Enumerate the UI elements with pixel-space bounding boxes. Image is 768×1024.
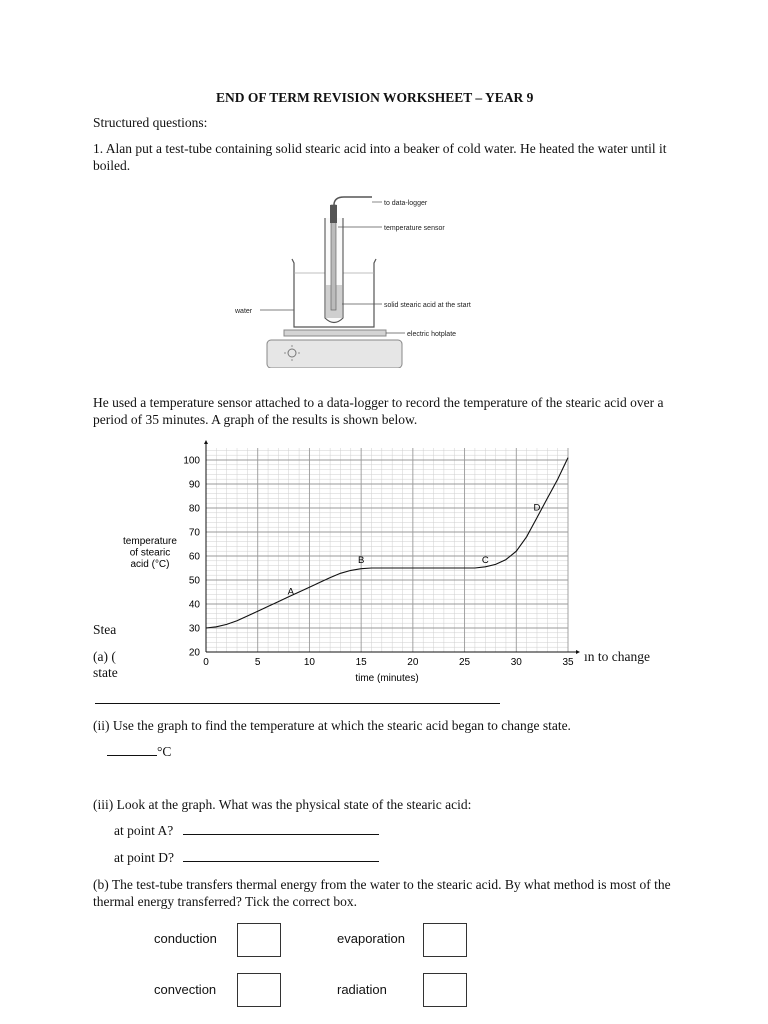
partial-text-a: (a) ( (93, 649, 116, 664)
option-label-convection: convection (154, 982, 217, 997)
y-tick-label: 90 (188, 479, 200, 491)
answer-line-a[interactable] (95, 703, 500, 704)
y-tick-label: 40 (188, 599, 200, 611)
y-axis-label-line: acid (°C) (130, 559, 170, 570)
y-tick-label: 60 (188, 551, 200, 563)
label-temperature-sensor: temperature sensor (384, 225, 445, 232)
y-tick-labels (183, 456, 200, 659)
checkbox-conduction[interactable] (237, 923, 281, 957)
x-tick-labels (203, 657, 574, 668)
apparatus-diagram (222, 193, 497, 368)
partial-text-to-change: ın to change (584, 649, 650, 664)
y-tick-label: 30 (188, 623, 200, 635)
page-title: END OF TERM REVISION WORKSHEET – YEAR 9 (216, 90, 534, 105)
question-a-iii: (iii) Look at the graph. What was the physical state of the stearic acid: (93, 797, 472, 812)
y-axis-arrow-icon (204, 440, 208, 444)
answer-line-point-d[interactable] (183, 849, 379, 862)
option-label-radiation: radiation (337, 982, 387, 997)
label-electric-hotplate: electric hotplate (407, 331, 457, 338)
point-label-b: B (357, 555, 365, 567)
hotplate-base-shape (267, 340, 402, 368)
y-axis-label-line: of stearic (129, 547, 171, 559)
graph-intro-text: He used a temperature sensor attached to a data-logger to record the temperature of the stearic acid over a period of 35 minutes. A graph of the results is shown below. (93, 395, 664, 427)
x-axis-label: time (minutes) (355, 673, 419, 684)
y-axis-label-line: temperature (123, 536, 177, 547)
point-annotations (288, 502, 541, 597)
partial-text-stea: Stea (93, 622, 117, 637)
partial-text-state: state (93, 665, 118, 680)
sensor-cable-line (334, 197, 372, 205)
question-a-ii: (ii) Use the graph to find the temperature at which the stearic acid began to change state. (93, 718, 571, 733)
point-label-c: C (481, 555, 489, 567)
y-tick-label: 70 (188, 527, 200, 539)
answer-line-point-a[interactable] (183, 822, 379, 835)
x-tick-label: 0 (203, 657, 209, 668)
label-data-logger: to data-logger (384, 200, 428, 207)
point-d-prompt: at point D? (114, 850, 174, 865)
question-1-intro: 1. Alan put a test-tube containing solid stearic acid into a beaker of cold water. He heated the water until it boiled. (93, 141, 667, 173)
y-tick-label: 20 (188, 647, 200, 659)
option-label-conduction: conduction (154, 931, 217, 946)
sensor-handle-shape (330, 205, 337, 223)
point-label-a: A (287, 586, 294, 598)
unit-degrees-c: °C (157, 744, 172, 759)
x-axis-arrow-icon (576, 650, 580, 654)
label-water: water (235, 308, 253, 315)
x-tick-label: 30 (510, 657, 522, 668)
x-tick-label: 5 (254, 657, 261, 668)
grid-minor (206, 448, 568, 652)
question-b: (b) The test-tube transfers thermal energy from the water to the stearic acid. By what method is most of the thermal energy transferred? Tick the correct box. (93, 877, 671, 909)
point-a-prompt: at point A? (114, 823, 174, 838)
y-tick-label: 50 (188, 575, 200, 587)
y-tick-label: 100 (183, 455, 200, 467)
point-label-d: D (533, 502, 541, 514)
option-label-evaporation: evaporation (337, 931, 405, 946)
series-line-temperature (206, 458, 568, 628)
x-tick-label: 25 (459, 657, 471, 668)
x-tick-label: 10 (303, 657, 315, 668)
checkbox-evaporation[interactable] (423, 923, 467, 957)
y-axis-label (123, 536, 177, 570)
temperature-time-graph (110, 440, 580, 690)
checkbox-convection[interactable] (237, 973, 281, 1007)
label-solid-stearic-acid: solid stearic acid at the start (384, 302, 471, 309)
answer-blank-temperature[interactable] (107, 743, 157, 756)
section-heading: Structured questions: (93, 115, 208, 130)
hotplate-top-shape (284, 330, 386, 336)
checkbox-radiation[interactable] (423, 973, 467, 1007)
y-tick-label: 80 (188, 503, 200, 515)
x-tick-label: 35 (562, 657, 574, 668)
grid-major (206, 448, 568, 652)
x-tick-label: 20 (407, 657, 419, 668)
x-tick-label: 15 (355, 657, 367, 668)
